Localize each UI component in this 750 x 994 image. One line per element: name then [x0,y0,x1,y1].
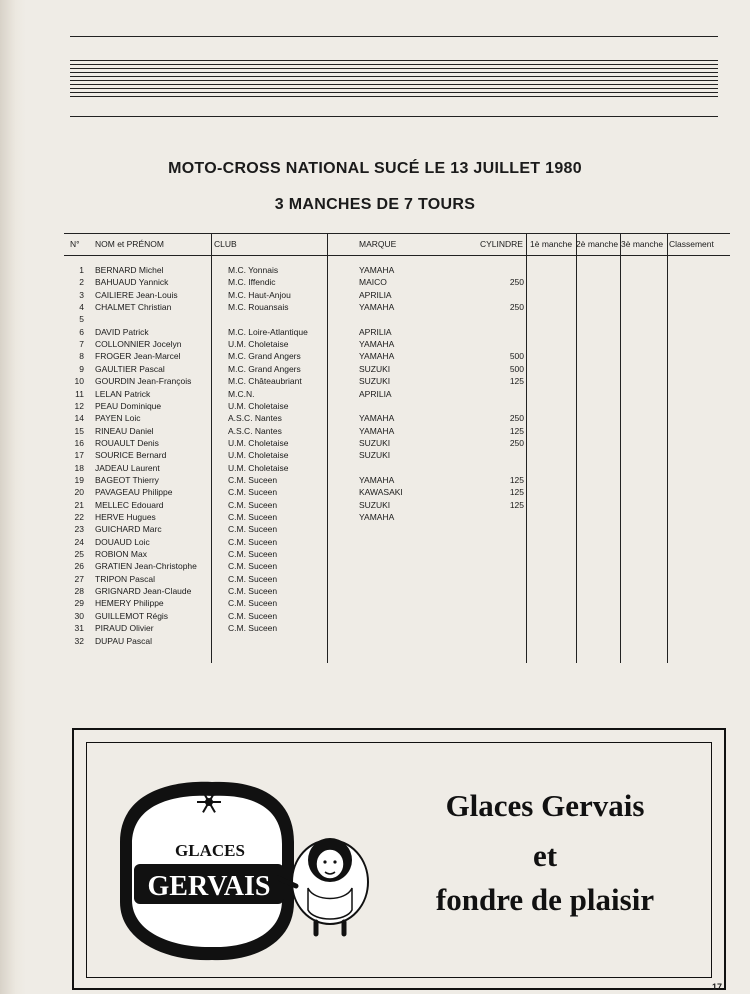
rider-name: BAGEOT Thierry [95,474,159,485]
rider-name: CAILIERE Jean-Louis [95,289,178,300]
rider-marque: SUZUKI [359,363,391,374]
rider-marque: APRILIA [359,289,392,300]
rider-name: GUILLEMOT Régis [95,610,169,621]
table-row [64,573,730,585]
table-row [64,511,730,523]
rider-club: C.M. Suceen [228,499,278,510]
rider-name: HERVE Hugues [95,512,156,522]
rider-marque: SUZUKI [359,450,391,461]
rider-cylindre: 500 [509,363,524,374]
rider-marque: YAMAHA [359,512,395,522]
table-row [64,449,730,461]
header-num: N° [70,239,80,249]
rider-club: M.C. Grand Angers [228,363,301,374]
rider-name: PAYEN Loic [95,413,141,424]
rider-number: 4 [79,302,84,313]
rider-club: C.M. Suceen [228,623,278,634]
rider-number: 11 [75,388,84,399]
rider-name: MELLEC Edouard [95,499,164,510]
table-row [64,437,730,449]
decorative-stripes [70,60,718,102]
rider-club: M.C. Yonnais [228,265,279,275]
rider-number: 29 [74,598,84,609]
header-manche1: 1è manche [530,239,573,249]
rider-name: CHALMET Christian [95,302,172,313]
rider-name: LELAN Patrick [95,388,151,399]
rider-number: 25 [74,549,84,560]
rider-club: A.S.C. Nantes [228,425,282,436]
rider-marque: SUZUKI [359,376,391,387]
rider-name: GRIGNARD Jean-Claude [95,586,192,597]
rider-name: GOURDIN Jean-François [95,376,192,387]
rider-number: 21 [74,499,84,510]
rider-number: 26 [74,561,84,572]
rider-name: HEMERY Philippe [95,598,164,609]
ad-slogan-line2: et [532,838,558,873]
rider-club: C.M. Suceen [228,598,278,609]
table-row [64,523,730,535]
rider-club: M.C. Loire-Atlantique [228,326,308,337]
rider-club: C.M. Suceen [228,512,278,522]
rider-name: GUICHARD Marc [95,524,162,535]
rider-club: U.M. Choletaise [228,450,289,461]
table-row [64,474,730,486]
table-header-rule [64,255,730,256]
rider-club: C.M. Suceen [228,561,278,572]
table-row [64,499,730,511]
rider-club: C.M. Suceen [228,474,278,485]
rider-number: 28 [74,586,84,597]
table-row [64,326,730,338]
rider-marque: YAMAHA [359,351,395,362]
rider-club: M.C. Haut-Anjou [228,289,291,300]
rider-number: 30 [74,610,84,621]
rider-marque: KAWASAKI [359,487,403,498]
rider-club: U.M. Choletaise [228,339,289,350]
rider-number: 5 [79,314,84,325]
rider-name: BAHUAUD Yannick [95,277,169,288]
rider-cylindre: 250 [509,413,524,424]
rider-name: PIRAUD Olivier [95,623,154,634]
rider-club: C.M. Suceen [228,586,278,597]
rider-number: 3 [79,289,84,300]
page-binding-edge [0,0,26,994]
rider-number: 7 [79,339,84,350]
ad-slogan-line3: fondre de plaisir [435,882,655,917]
rider-cylindre: 125 [509,487,524,498]
table-row [64,610,730,622]
rider-cylindre: 125 [509,474,524,485]
rider-name: RINEAU Daniel [95,425,154,436]
rider-number: 12 [74,400,84,411]
rider-name: TRIPON Pascal [95,573,155,584]
rider-number: 6 [79,326,84,337]
top-rule-bottom [70,116,718,117]
entry-table [64,233,730,663]
rider-number: 8 [79,351,84,362]
table-row [64,400,730,412]
rider-club: C.M. Suceen [228,610,278,621]
gervais-logo [112,772,382,972]
table-row [64,425,730,437]
rider-club: A.S.C. Nantes [228,413,282,424]
table-row [64,536,730,548]
rider-name: COLLONNIER Jocelyn [95,339,182,350]
rider-number: 17 [74,450,84,461]
header-manche3: 3è manche [621,239,664,249]
rider-cylindre: 125 [509,425,524,436]
rider-cylindre: 250 [509,437,524,448]
table-row [64,597,730,609]
rider-name: DOUAUD Loic [95,536,150,547]
rider-club: C.M. Suceen [228,487,278,498]
rider-name: SOURICE Bernard [95,450,167,461]
header-classement: Classement [669,239,714,249]
rider-club: M.C. Châteaubriant [228,376,302,387]
rider-number: 31 [74,623,84,634]
rider-name: PAVAGEAU Philippe [95,487,173,498]
rider-name: DAVID Patrick [95,326,149,337]
rider-club: M.C. Grand Angers [228,351,301,362]
rider-number: 27 [74,573,84,584]
ad-slogan-line1: Glaces Gervais [445,788,645,823]
rider-marque: APRILIA [359,326,392,337]
table-row [64,338,730,350]
rider-club: M.C.N. [228,388,255,399]
page-subtitle: 3 MANCHES DE 7 TOURS [274,196,476,213]
rider-marque: YAMAHA [359,265,395,275]
rider-cylindre: 500 [509,351,524,362]
rider-number: 23 [74,524,84,535]
table-row [64,363,730,375]
header-manche2: 2è manche [576,239,619,249]
table-row [64,375,730,387]
rider-club: U.M. Choletaise [228,437,289,448]
table-row [64,622,730,634]
table-row [64,462,730,474]
rider-name: DUPAU Pascal [95,635,152,646]
rider-marque: YAMAHA [359,413,395,424]
rider-name: PEAU Dominique [95,400,162,411]
rider-number: 20 [74,487,84,498]
table-row [64,388,730,400]
rider-name: JADEAU Laurent [95,462,160,473]
rider-club: C.M. Suceen [228,549,278,560]
header-name: NOM et PRÉNOM [95,239,164,249]
header-marque: MARQUE [359,239,397,249]
header-club: CLUB [214,239,237,249]
rider-marque: SUZUKI [359,499,391,510]
rider-club: U.M. Choletaise [228,400,289,411]
rider-club: C.M. Suceen [228,573,278,584]
table-row [64,276,730,288]
rider-marque: YAMAHA [359,425,395,436]
table-row [64,412,730,424]
rider-marque: MAICO [359,277,387,288]
rider-marque: YAMAHA [359,302,395,313]
table-row [64,486,730,498]
rider-number: 10 [74,376,84,387]
rider-number: 15 [74,425,84,436]
rider-club: M.C. Iffendic [228,277,276,288]
rider-marque: SUZUKI [359,437,391,448]
rider-club: M.C. Rouansais [228,302,289,313]
rider-number: 1 [79,265,84,275]
rider-name: GRATIEN Jean-Christophe [95,561,197,572]
top-rule [70,36,718,37]
rider-name: FROGER Jean-Marcel [95,351,181,362]
rider-marque: YAMAHA [359,474,395,485]
table-row [64,585,730,597]
rider-club: C.M. Suceen [228,524,278,535]
header-cylindre: CYLINDRE [480,239,523,249]
rider-cylindre: 250 [509,302,524,313]
table-top-rule [64,233,730,234]
table-row [64,350,730,362]
rider-number: 9 [79,363,84,374]
rider-name: ROUAULT Denis [95,437,159,448]
rider-name: GAULTIER Pascal [95,363,165,374]
table-row [64,635,730,647]
rider-number: 18 [74,462,84,473]
page-number: 17 [711,982,722,992]
table-row [64,548,730,560]
rider-number: 16 [74,437,84,448]
rider-number: 14 [74,413,84,424]
table-row [64,313,730,325]
table-row [64,289,730,301]
rider-number: 22 [74,512,84,522]
logo-gervais-text: GERVAIS [147,871,271,902]
table-row [64,301,730,313]
rider-marque: YAMAHA [359,339,395,350]
page-title: MOTO-CROSS NATIONAL SUCÉ LE 13 JUILLET 1980 [168,160,582,177]
rider-number: 2 [79,277,84,288]
table-row [64,560,730,572]
rider-name: BERNARD Michel [95,265,164,275]
rider-cylindre: 125 [509,499,524,510]
rider-cylindre: 250 [509,277,524,288]
table-row [64,264,730,276]
rider-number: 19 [74,474,84,485]
rider-club: U.M. Choletaise [228,462,289,473]
rider-number: 32 [74,635,84,646]
rider-cylindre: 125 [509,376,524,387]
rider-number: 24 [74,536,84,547]
rider-marque: APRILIA [359,388,392,399]
rider-club: C.M. Suceen [228,536,278,547]
rider-name: ROBION Max [95,549,147,560]
logo-glaces-text: GLACES [175,841,245,860]
